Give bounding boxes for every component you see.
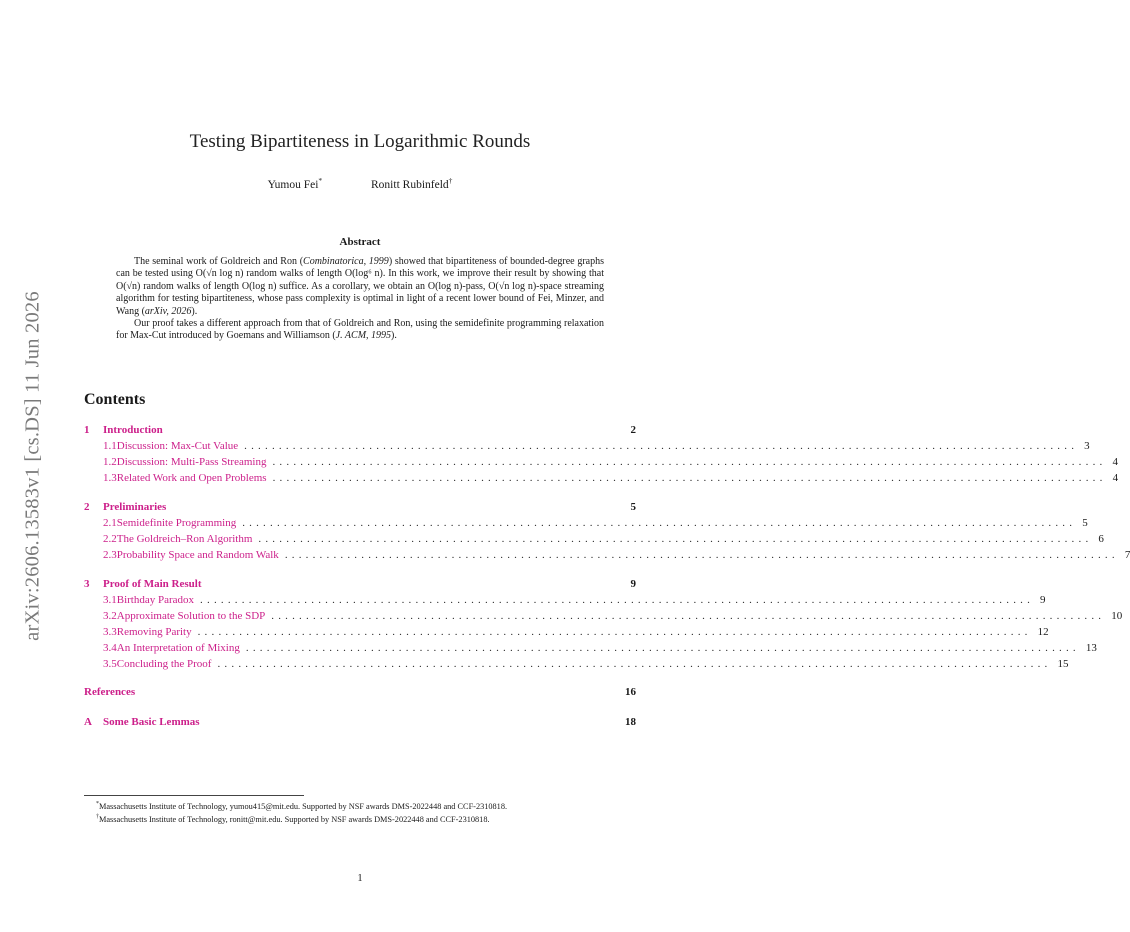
footnote-text: Massachusetts Institute of Technology, yumou415@mit.edu. Supported by NSF awards DMS-2022448 and CCF-2310818. (99, 801, 508, 811)
author-name: Yumou Fei (267, 178, 319, 191)
toc-page-number: 15 (1057, 658, 1069, 670)
toc-entry-label[interactable]: Related Work and Open Problems (116, 472, 267, 484)
toc-page-number: 4 (1112, 472, 1119, 484)
toc-entry-number: 2.1 (103, 517, 117, 529)
toc-section-proof-of-main-result[interactable] (84, 578, 636, 590)
footnote-mark: * (96, 801, 99, 807)
toc-leader-dots: ........................................................................................................................ (272, 456, 1107, 468)
author-name: Ronitt Rubinfeld (371, 178, 449, 191)
toc-entry-number: 1.1 (103, 440, 117, 452)
toc-leader-dots: ........................................................................................................................ (271, 610, 1106, 622)
toc-entry-number: 3.3 (103, 626, 117, 638)
abstract-heading: Abstract (339, 236, 381, 248)
toc-entry-number: 3.1 (103, 594, 117, 606)
author-1 (268, 176, 323, 191)
footnote-mark: † (96, 813, 99, 820)
toc-section-number: 2 (84, 501, 90, 513)
paper-title: Testing Bipartiteness in Logarithmic Rounds (189, 131, 531, 152)
toc-entry-label[interactable]: Birthday Paradox (116, 594, 195, 606)
page-number: 1 (357, 873, 363, 884)
toc-entry-label[interactable]: Removing Parity (116, 626, 192, 638)
toc-entry-label[interactable]: Discussion: Max-Cut Value (116, 440, 239, 452)
toc-section-number: A (84, 716, 92, 728)
toc-leader-dots: ........................................................................................................................ (245, 642, 1080, 654)
abstract-text: Our proof takes a different approach from that of Goldreich and Ron, using the semidefinite programming relaxation for Max-Cut introduced by Goemans and Williamson ( (116, 318, 604, 342)
abstract-body (116, 256, 604, 343)
author-list (0, 176, 720, 191)
toc-section-number: 1 (84, 424, 90, 436)
toc-entry[interactable] (103, 594, 1046, 606)
toc-page-number: 9 (630, 578, 636, 590)
abstract-paragraph (116, 256, 604, 318)
toc-leader-dots: ........................................................................................................................ (272, 472, 1107, 484)
toc-page-number: 13 (1085, 642, 1097, 654)
toc-entry[interactable] (103, 517, 1088, 529)
toc-section-introduction[interactable] (84, 424, 636, 436)
toc-entry-label[interactable]: An Interpretation of Mixing (116, 642, 240, 654)
toc-page-number: 3 (1084, 440, 1090, 452)
toc-section-references[interactable] (84, 686, 636, 698)
citation-venue: J. ACM, 1995 (335, 330, 392, 342)
toc-entry-label[interactable]: Approximate Solution to the SDP (116, 610, 266, 622)
toc-page-number: 12 (1037, 626, 1049, 638)
toc-leader-dots: ........................................................................................................................ (217, 658, 1052, 670)
toc-entry-number: 2.3 (103, 549, 117, 561)
author-2 (371, 176, 452, 191)
citation-venue: Combinatorica, 1999 (303, 256, 389, 267)
footnote-text: Massachusetts Institute of Technology, ronitt@mit.edu. Supported by NSF awards DMS-2022448 and CCF-2310818. (99, 814, 490, 824)
arxiv-sidebar (22, 262, 44, 670)
citation-venue: arXiv, 2026 (144, 305, 192, 317)
toc-entry-label[interactable]: Concluding the Proof (116, 658, 212, 670)
toc-page-number: 7 (1124, 549, 1130, 561)
toc-entry[interactable] (103, 658, 1069, 670)
toc-entry[interactable] (103, 533, 1104, 545)
toc-leader-dots: ........................................................................................................................ (258, 533, 1093, 545)
toc-entry[interactable] (103, 610, 1123, 622)
toc-section-label[interactable]: Some Basic Lemmas (103, 716, 200, 728)
abstract-text: ). (191, 305, 198, 317)
toc-section-appendix-a[interactable] (84, 716, 636, 728)
toc-entry[interactable] (103, 642, 1097, 654)
toc-entry-label[interactable]: The Goldreich–Ron Algorithm (116, 533, 253, 545)
toc-entry-number: 3.4 (103, 642, 117, 654)
abstract-text: The seminal work of Goldreich and Ron ( (134, 256, 304, 267)
toc-page-number: 4 (1112, 456, 1118, 468)
toc-entry[interactable] (103, 456, 1118, 468)
toc-leader-dots: ........................................................................................................................ (244, 440, 1079, 452)
toc-leader-dots: ........................................................................................................................ (200, 594, 1035, 606)
toc-entry[interactable] (103, 549, 1130, 561)
footnote (84, 812, 636, 825)
toc-section-preliminaries[interactable] (84, 501, 636, 513)
toc-page-number: 6 (1098, 533, 1104, 545)
toc-entry[interactable] (103, 440, 1090, 452)
toc-page-number: 10 (1111, 610, 1123, 622)
toc-entry-number: 3.2 (103, 610, 117, 622)
abstract-text: ) showed that bipartiteness of bounded-degree graphs can be tested using O(√n log n) random walks of length O(log⁶ n). In this work, we improve their result by showing that O(√n) random walks of length O(log n) suffice. As a corollary, we obtain an O(log n)-pass, O(√n log n)-space streaming algorithm for testing bipartiteness, whose pass complexity is optimal in light of a recent lower bound of Fei, Minzer, and Wang ( (116, 256, 604, 317)
toc-page-number: 5 (630, 501, 636, 513)
toc-section-label[interactable]: Preliminaries (103, 501, 167, 513)
toc-section-number: 3 (84, 578, 90, 590)
toc-leader-dots: ........................................................................................................................ (242, 517, 1077, 529)
toc-section-label[interactable]: Proof of Main Result (103, 578, 202, 590)
toc-entry-number: 1.2 (103, 456, 117, 468)
footnotes (84, 799, 636, 825)
toc-entry-number: 3.5 (103, 658, 117, 670)
contents-heading: Contents (84, 391, 146, 408)
toc-entry-label[interactable]: Semidefinite Programming (116, 517, 237, 529)
toc-entry[interactable] (103, 626, 1049, 638)
toc-section-label[interactable]: Introduction (103, 424, 163, 436)
toc-entry[interactable] (103, 472, 1119, 484)
toc-section-label[interactable]: References (84, 686, 136, 698)
toc-page-number: 18 (625, 716, 636, 728)
toc-page-number: 5 (1082, 517, 1088, 529)
toc-page-number: 2 (630, 424, 636, 436)
toc-entry-label[interactable]: Discussion: Multi-Pass Streaming (116, 456, 267, 468)
toc-entry-number: 2.2 (103, 533, 117, 545)
footnote (84, 799, 636, 812)
author-footnote-mark[interactable]: † (448, 176, 453, 185)
toc-entry-number: 1.3 (103, 472, 117, 484)
toc-page-number: 16 (625, 686, 636, 698)
footnote-rule (84, 795, 304, 796)
toc-page-number: 9 (1040, 594, 1046, 606)
abstract-text: ). (391, 330, 397, 342)
author-footnote-mark[interactable]: * (318, 176, 323, 185)
toc-leader-dots: ........................................................................................................................ (197, 626, 1032, 638)
toc-entry-label[interactable]: Probability Space and Random Walk (116, 549, 279, 561)
abstract-paragraph (116, 318, 604, 343)
toc-leader-dots: ........................................................................................................................ (284, 549, 1119, 561)
arxiv-identifier: arXiv:2606.13583v1 [cs.DS] 11 Jun 2026 (21, 291, 44, 641)
